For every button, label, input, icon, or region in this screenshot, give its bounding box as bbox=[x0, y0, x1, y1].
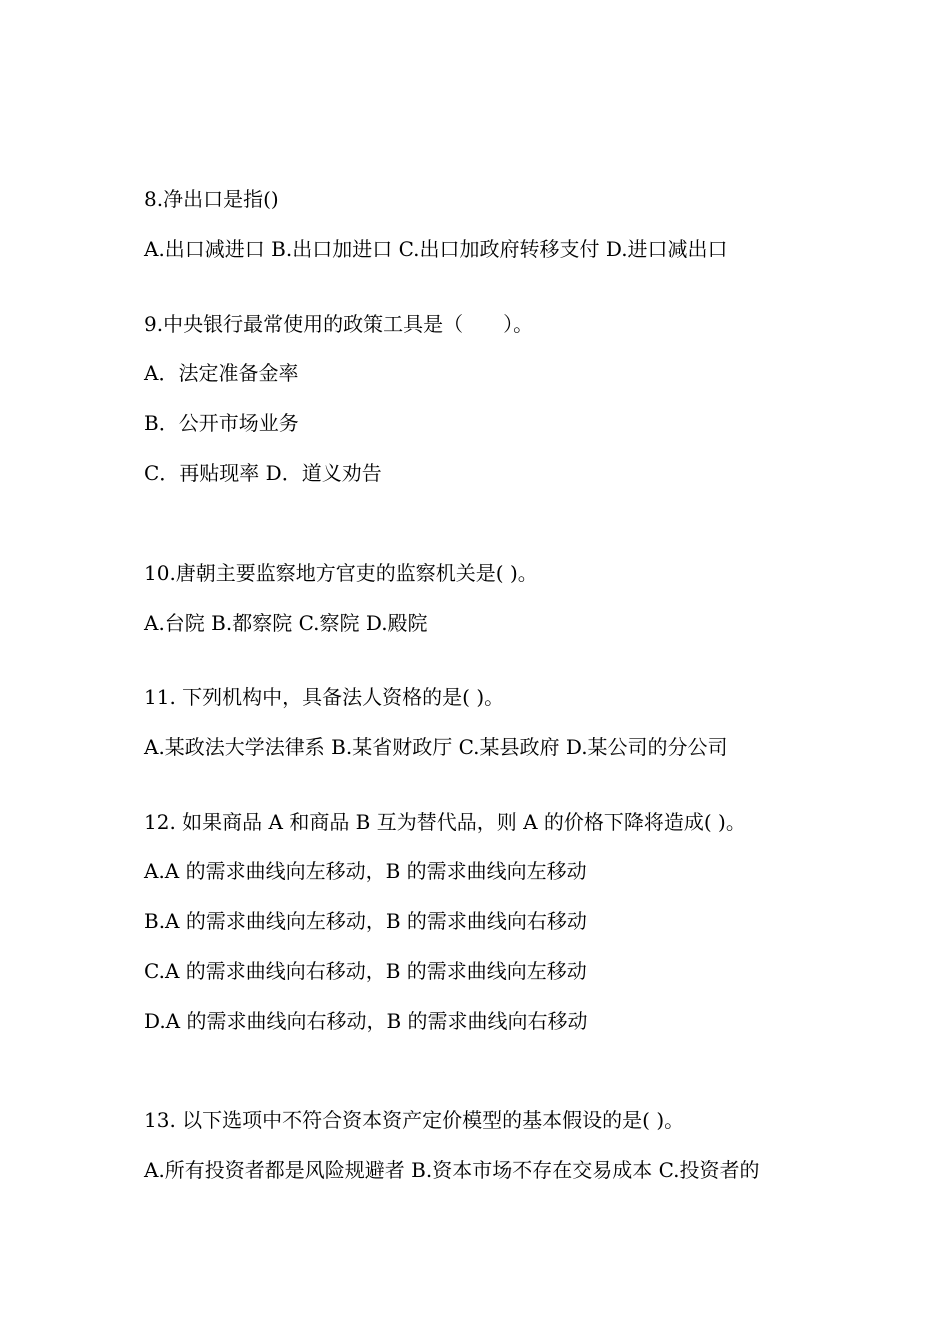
question-12-option-b: B.A 的需求曲线向左移动，B 的需求曲线向右移动 bbox=[144, 909, 587, 933]
question-9-option-a: A．法定准备金率 bbox=[144, 361, 299, 385]
question-10-stem: 10.唐朝主要监察地方官吏的监察机关是( )。 bbox=[144, 561, 538, 585]
question-9-option-cd: C．再贴现率 D．道义劝告 bbox=[144, 461, 382, 485]
question-9-stem: 9.中央银行最常使用的政策工具是（ ）。 bbox=[144, 312, 534, 336]
question-13-options: A.所有投资者都是风险规避者 B.资本市场不存在交易成本 C.投资者的 bbox=[144, 1158, 760, 1182]
question-12-option-c: C.A 的需求曲线向右移动，B 的需求曲线向左移动 bbox=[144, 959, 587, 983]
question-13-stem: 13. 以下选项中不符合资本资产定价模型的基本假设的是( )。 bbox=[144, 1108, 685, 1132]
question-12-option-a: A.A 的需求曲线向左移动，B 的需求曲线向左移动 bbox=[144, 859, 587, 883]
question-12-stem: 12. 如果商品 A 和商品 B 互为替代品，则 A 的价格下降将造成( )。 bbox=[144, 810, 746, 834]
question-11-stem: 11. 下列机构中，具备法人资格的是( )。 bbox=[144, 685, 505, 709]
question-12-option-d: D.A 的需求曲线向右移动，B 的需求曲线向右移动 bbox=[144, 1009, 588, 1033]
question-10-options: A.台院 B.都察院 C.察院 D.殿院 bbox=[144, 611, 428, 635]
question-8-options: A.出口减进口 B.出口加进口 C.出口加政府转移支付 D.进口减出口 bbox=[144, 237, 728, 261]
question-9-option-b: B．公开市场业务 bbox=[144, 411, 299, 435]
question-11-options: A.某政法大学法律系 B.某省财政厅 C.某县政府 D.某公司的分公司 bbox=[144, 735, 728, 759]
question-8-stem: 8.净出口是指() bbox=[144, 187, 279, 211]
